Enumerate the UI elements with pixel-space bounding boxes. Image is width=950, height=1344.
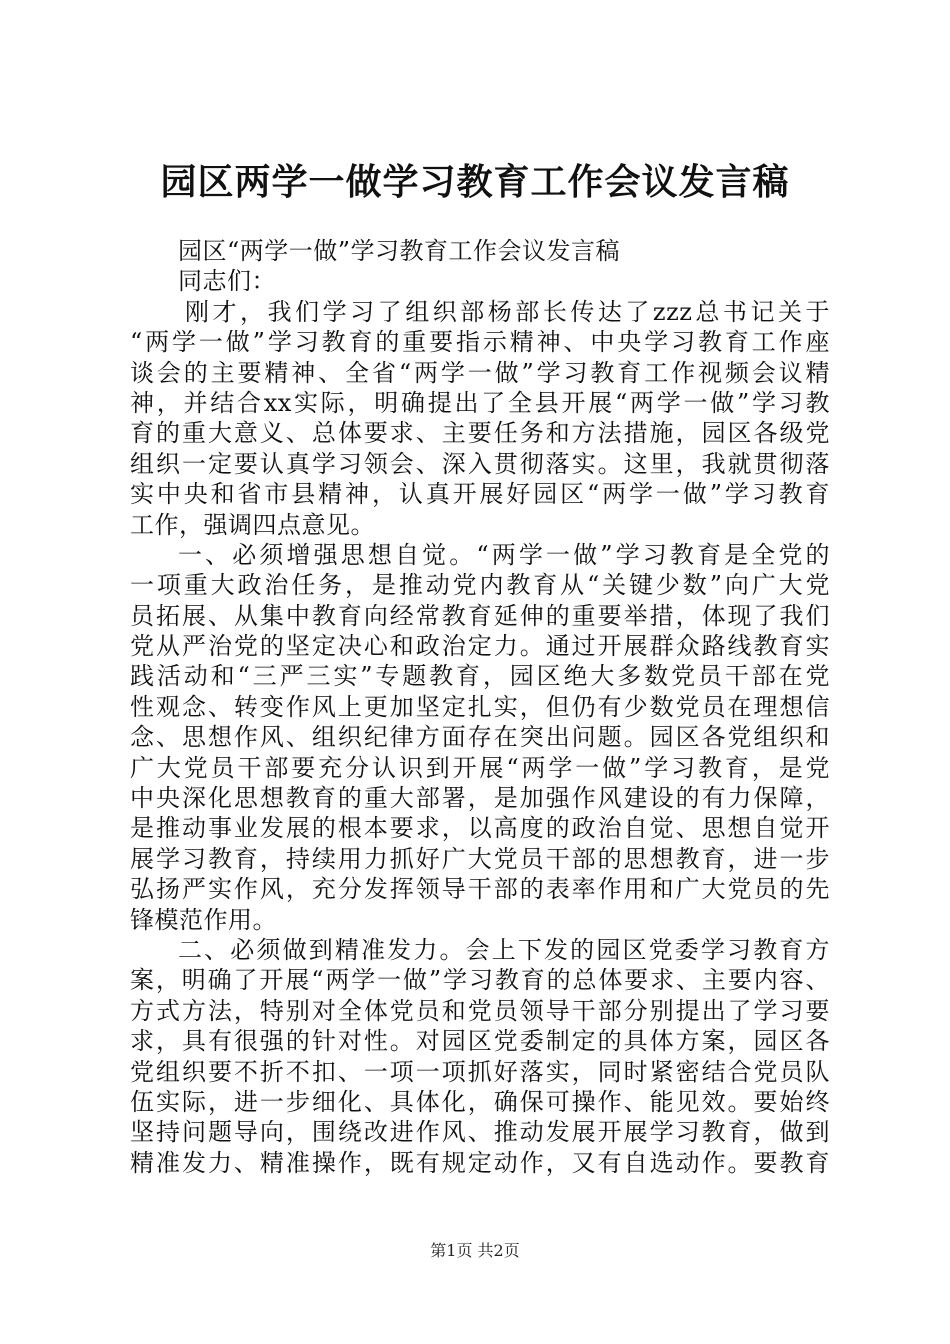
paragraph-line: 念、思想作风、组织纪律方面存在突出问题。园区各党组织和 <box>130 723 830 752</box>
paragraph-line: 展学习教育，持续用力抓好广大党员干部的思想教育，进一步 <box>130 844 830 873</box>
paragraph-line: 践活动和“三严三实”专题教育，园区绝大多数党员干部在党 <box>130 662 830 691</box>
paragraph-line: 方式方法，特别对全体党员和党员领导干部分别提出了学习要 <box>130 996 830 1025</box>
paragraph-line: “两学一做”学习教育的重要指示精神、中央学习教育工作座 <box>130 328 830 357</box>
paragraph-line: 求，具有很强的针对性。对园区党委制定的具体方案，园区各 <box>130 1027 830 1056</box>
paragraph-line: 刚才，我们学习了组织部杨部长传达了zzz总书记关于 <box>185 297 830 326</box>
paragraph-line: 员拓展、从集中教育向经常教育延伸的重要举措，体现了我们 <box>130 601 830 630</box>
paragraph-line: 育的重大意义、总体要求、主要任务和方法措施，园区各级党 <box>130 419 830 448</box>
paragraph-line: 锋模范作用。 <box>130 905 277 934</box>
subtitle-line: 园区“两学一做”学习教育工作会议发言稿 <box>178 237 621 265</box>
paragraph-line: 谈会的主要精神、全省“两学一做”学习教育工作视频会议精 <box>130 358 830 387</box>
paragraph-line: 伍实际，进一步细化、具体化，确保可操作、能见效。要始终 <box>130 1087 830 1116</box>
salutation-line: 同志们： <box>178 267 276 296</box>
paragraph-line: 实中央和省市县精神，认真开展好园区“两学一做”学习教育 <box>130 480 830 509</box>
paragraph-line: 一项重大政治任务，是推动党内教育从“关键少数”向广大党 <box>130 571 830 600</box>
paragraph-line: 性观念、转变作风上更加坚定扎实，但仍有少数党员在理想信 <box>130 692 830 721</box>
paragraph-line: 坚持问题导向，围绕改进作风、推动发展开展学习教育，做到 <box>130 1118 830 1147</box>
document-body <box>130 236 830 1178</box>
document-title: 园区两学一做学习教育工作会议发言稿 <box>160 161 790 203</box>
paragraph-line: 组织一定要认真学习领会、深入贯彻落实。这里，我就贯彻落 <box>130 449 830 478</box>
paragraph-line: 工作，强调四点意见。 <box>130 510 375 539</box>
page-number-footer: 第1页 共2页 <box>430 1241 520 1260</box>
paragraph-line: 案，明确了开展“两学一做”学习教育的总体要求、主要内容、 <box>130 966 830 995</box>
paragraph-line: 是推动事业发展的根本要求，以高度的政治自觉、思想自觉开 <box>130 814 830 843</box>
paragraph-line: 弘扬严实作风，充分发挥领导干部的表率作用和广大党员的先 <box>130 875 830 904</box>
paragraph-line: 党从严治党的坚定决心和政治定力。通过开展群众路线教育实 <box>130 632 830 661</box>
paragraph-line: 二、必须做到精准发力。会上下发的园区党委学习教育方 <box>178 935 830 964</box>
paragraph-line: 中央深化思想教育的重大部署，是加强作风建设的有力保障， <box>130 784 830 813</box>
paragraph-line: 神，并结合xx实际，明确提出了全县开展“两学一做”学习教 <box>130 388 830 417</box>
paragraph-line: 党组织要不折不扣、一项一项抓好落实，同时紧密结合党员队 <box>130 1057 830 1086</box>
paragraph-line: 精准发力、精准操作，既有规定动作，又有自选动作。要教育 <box>130 1148 830 1177</box>
paragraph-line: 广大党员干部要充分认识到开展“两学一做”学习教育，是党 <box>130 753 830 782</box>
paragraph-line: 一、必须增强思想自觉。“两学一做”学习教育是全党的 <box>178 540 830 569</box>
